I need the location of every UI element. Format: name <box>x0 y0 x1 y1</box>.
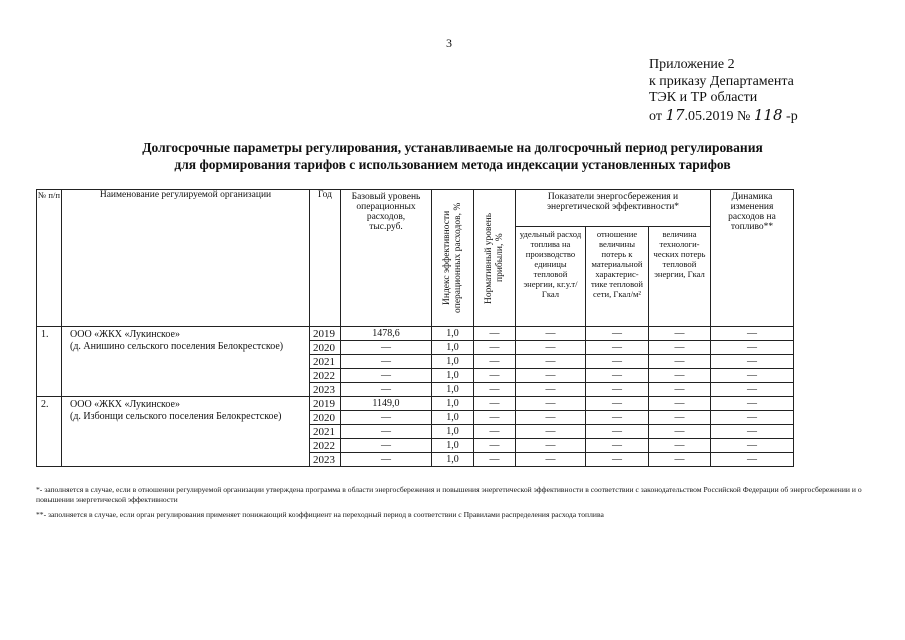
fuel-cell: — <box>516 341 586 355</box>
base-cell: — <box>341 355 432 369</box>
dynamics-cell: — <box>711 341 794 355</box>
date-prefix: от <box>649 108 662 124</box>
profit-cell: — <box>474 355 516 369</box>
year-cell: 2021 <box>310 425 341 439</box>
org-number: 1. <box>37 327 62 397</box>
year-cell: 2022 <box>310 369 341 383</box>
dynamics-cell: — <box>711 425 794 439</box>
header-profit-level: Нормативный уровень прибыли, % <box>483 212 505 304</box>
profit-cell: — <box>474 383 516 397</box>
title-line-2: для формирования тарифов с использованием метода индексации установленных тарифов <box>174 157 731 172</box>
loss-value-cell: — <box>649 425 711 439</box>
date-rest: .05.2019 № <box>684 108 751 124</box>
appendix-line-1: Приложение 2 <box>649 57 735 72</box>
org-location: (д. Избонщи сельского поселения Белокрестское) <box>70 411 282 422</box>
fuel-cell: — <box>516 355 586 369</box>
loss-value-cell: — <box>649 383 711 397</box>
appendix-line-2: к приказу Департамента <box>649 73 794 89</box>
loss-ratio-cell: — <box>586 355 649 369</box>
dynamics-cell: — <box>711 411 794 425</box>
base-cell: — <box>341 425 432 439</box>
index-cell: 1,0 <box>432 383 474 397</box>
dynamics-cell: — <box>711 355 794 369</box>
profit-cell: — <box>474 327 516 341</box>
parameters-table <box>36 189 794 467</box>
header-fuel-dynamics: Динамика изменения расходов на топливо** <box>711 190 794 327</box>
header-year: Год <box>310 190 341 327</box>
base-cell: — <box>341 453 432 467</box>
dynamics-cell: — <box>711 453 794 467</box>
year-cell: 2020 <box>310 341 341 355</box>
base-cell: — <box>341 341 432 355</box>
footnotes <box>36 485 866 520</box>
year-cell: 2023 <box>310 453 341 467</box>
index-cell: 1,0 <box>432 397 474 411</box>
profit-cell: — <box>474 439 516 453</box>
org-name: ООО «ЖКХ «Лукинское» <box>70 399 180 410</box>
appendix-date-line <box>649 107 798 126</box>
header-efficiency-index-cell <box>432 190 474 327</box>
base-cell: — <box>341 383 432 397</box>
profit-cell: — <box>474 425 516 439</box>
index-cell: 1,0 <box>432 425 474 439</box>
loss-ratio-cell: — <box>586 425 649 439</box>
table-row <box>37 397 794 411</box>
dynamics-cell: — <box>711 327 794 341</box>
loss-value-cell: — <box>649 439 711 453</box>
footnote-1: *- заполняется в случае, если в отношении регулируемой организации утверждена программа в области энергосбережения и повышения энергетической эффективности в соответствии с законодательством Российской Федерации об энергосбережении и о повышении энергетической эффективности <box>36 485 862 504</box>
date-day-handwritten: 17 <box>665 105 685 124</box>
index-cell: 1,0 <box>432 411 474 425</box>
table-body <box>37 327 794 467</box>
header-efficiency-index: Индекс эффективности операционных расходов, % <box>441 202 463 314</box>
index-cell: 1,0 <box>432 355 474 369</box>
fuel-cell: — <box>516 453 586 467</box>
dynamics-cell: — <box>711 397 794 411</box>
year-cell: 2022 <box>310 439 341 453</box>
loss-value-cell: — <box>649 411 711 425</box>
loss-ratio-cell: — <box>586 411 649 425</box>
year-cell: 2020 <box>310 411 341 425</box>
index-cell: 1,0 <box>432 327 474 341</box>
loss-ratio-cell: — <box>586 397 649 411</box>
document-title <box>0 139 905 173</box>
header-fuel-consumption: удельный расход топлива на производство единицы тепловой энергии, кг.у.т/Гкал <box>516 227 586 327</box>
title-line-1: Долгосрочные параметры регулирования, устанавливаемые на долгосрочный период регулирования <box>142 140 763 155</box>
base-cell: — <box>341 439 432 453</box>
index-cell: 1,0 <box>432 341 474 355</box>
page-number: 3 <box>446 36 452 50</box>
dynamics-cell: — <box>711 439 794 453</box>
loss-ratio-cell: — <box>586 439 649 453</box>
dynamics-cell: — <box>711 383 794 397</box>
year-cell: 2019 <box>310 327 341 341</box>
loss-ratio-cell: — <box>586 383 649 397</box>
header-loss-ratio: отношение величины потерь к материальной характерис-тике тепловой сети, Гкал/м² <box>586 227 649 327</box>
fuel-cell: — <box>516 425 586 439</box>
org-number: 2. <box>37 397 62 467</box>
profit-cell: — <box>474 397 516 411</box>
year-cell: 2023 <box>310 383 341 397</box>
loss-ratio-cell: — <box>586 453 649 467</box>
year-cell: 2019 <box>310 397 341 411</box>
loss-value-cell: — <box>649 355 711 369</box>
order-suffix: -р <box>786 108 798 124</box>
org-name-cell <box>62 397 310 467</box>
index-cell: 1,0 <box>432 453 474 467</box>
fuel-cell: — <box>516 397 586 411</box>
base-cell: 1149,0 <box>341 397 432 411</box>
loss-value-cell: — <box>649 327 711 341</box>
fuel-cell: — <box>516 411 586 425</box>
fuel-cell: — <box>516 327 586 341</box>
appendix-block <box>649 57 798 125</box>
year-cell: 2021 <box>310 355 341 369</box>
order-number-handwritten: 118 <box>753 105 783 124</box>
header-num: № п/п <box>37 190 62 327</box>
dynamics-cell: — <box>711 369 794 383</box>
footnote-2: **- заполняется в случае, если орган регулирования применяет понижающий коэффициент на переходный период в соответствии с Правилами распределения расхода топлива <box>36 510 604 519</box>
header-energy-group: Показатели энергосбережения и энергетической эффективности* <box>516 190 711 227</box>
loss-ratio-cell: — <box>586 327 649 341</box>
org-name-cell <box>62 327 310 397</box>
loss-value-cell: — <box>649 453 711 467</box>
org-location: (д. Анишино сельского поселения Белокрестское) <box>70 341 284 352</box>
loss-value-cell: — <box>649 341 711 355</box>
profit-cell: — <box>474 411 516 425</box>
loss-value-cell: — <box>649 397 711 411</box>
org-name: ООО «ЖКХ «Лукинское» <box>70 329 180 340</box>
profit-cell: — <box>474 369 516 383</box>
profit-cell: — <box>474 341 516 355</box>
loss-ratio-cell: — <box>586 341 649 355</box>
header-org-name: Наименование регулируемой организации <box>62 190 310 327</box>
table-row <box>37 327 794 341</box>
loss-ratio-cell: — <box>586 369 649 383</box>
loss-value-cell: — <box>649 369 711 383</box>
header-loss-value: величина технологи-ческих потерь тепловой энергии, Гкал <box>649 227 711 327</box>
index-cell: 1,0 <box>432 369 474 383</box>
base-cell: 1478,6 <box>341 327 432 341</box>
fuel-cell: — <box>516 369 586 383</box>
profit-cell: — <box>474 453 516 467</box>
header-base-expenses: Базовый уровень операционных расходов, тыс.руб. <box>341 190 432 327</box>
base-cell: — <box>341 411 432 425</box>
index-cell: 1,0 <box>432 439 474 453</box>
fuel-cell: — <box>516 439 586 453</box>
header-profit-cell <box>474 190 516 327</box>
fuel-cell: — <box>516 383 586 397</box>
appendix-line-3: ТЭК и ТР области <box>649 90 758 105</box>
base-cell: — <box>341 369 432 383</box>
